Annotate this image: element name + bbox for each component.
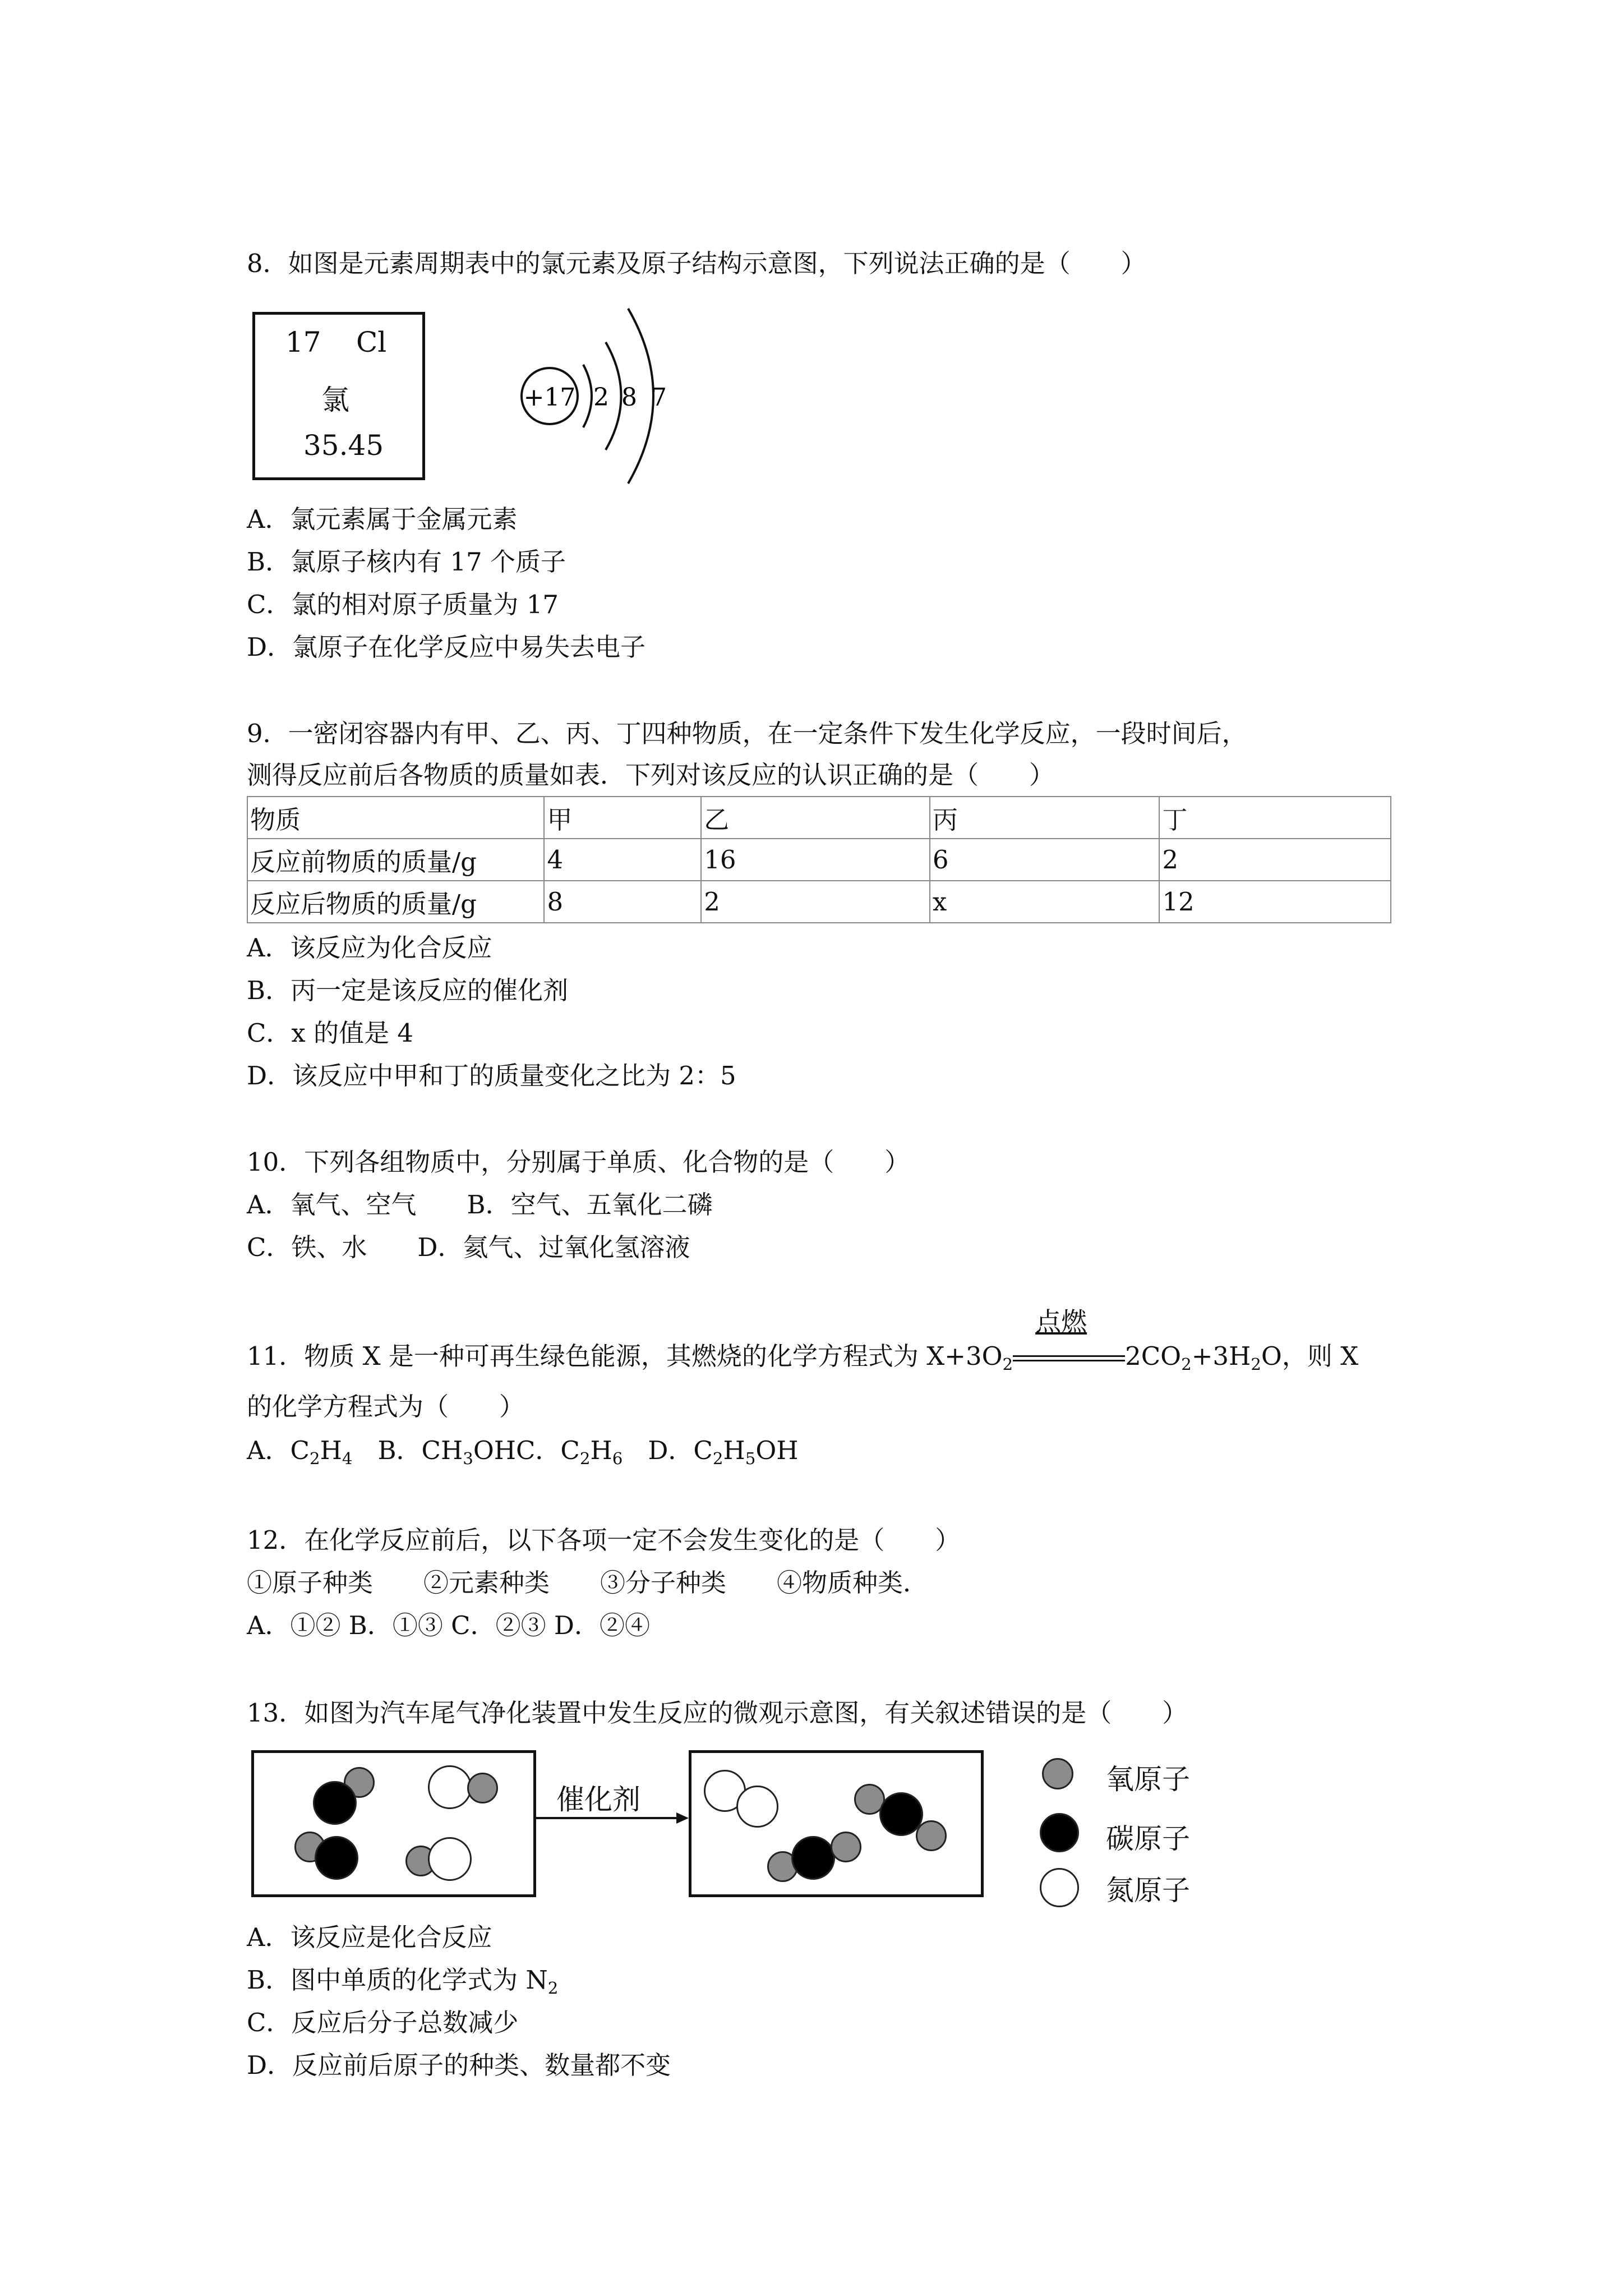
option-d-text: OH: [755, 1435, 799, 1465]
oxygen-atom: [831, 1832, 861, 1862]
table-cell: 乙: [701, 797, 930, 839]
table-cell: 反应前物质的质量/g: [247, 839, 544, 881]
oxygen-atom: [467, 1773, 498, 1803]
q9-option-d: D．该反应中甲和丁的质量变化之比为 2：5: [247, 1061, 736, 1091]
oxygen-atom: [916, 1820, 947, 1851]
table-row: [247, 839, 1391, 881]
table-row: [247, 881, 1391, 923]
q13-stem: 13．如图为汽车尾气净化装置中发生反应的微观示意图，有关叙述错误的是（ ）: [247, 1698, 1188, 1728]
subscript: 2: [1251, 1354, 1261, 1374]
table-cell: 甲: [544, 797, 701, 839]
carbon-atom: [313, 1781, 357, 1825]
atomic-mass: 35.45: [303, 429, 384, 462]
table-cell: 12: [1159, 881, 1391, 923]
q8-stem: 8．如图是元素周期表中的氯元素及原子结构示意图，下列说法正确的是（ ）: [247, 249, 1146, 278]
subscript: 2: [1181, 1354, 1192, 1374]
q13-option-d: D．反应前后原子的种类、数量都不变: [247, 2050, 671, 2080]
option-d-text: D．C: [623, 1435, 713, 1465]
q10-stem: 10．下列各组物质中，分别属于单质、化合物的是（ ）: [247, 1147, 910, 1177]
shell-arc-1: [583, 365, 592, 427]
q13-option-a: A．该反应是化合反应: [247, 1922, 492, 1952]
q13-option-c: C．反应后分子总数减少: [247, 2008, 519, 2037]
legend-nitrogen-icon: [1040, 1868, 1079, 1907]
q10-options-cd: C．铁、水 D．氦气、过氧化氢溶液: [247, 1232, 690, 1262]
equals-line-top: [1013, 1355, 1125, 1357]
option-c-text: C．C: [515, 1435, 580, 1465]
subscript: 4: [342, 1448, 353, 1468]
subscript: 2: [712, 1448, 723, 1468]
after-reaction-box: [689, 1750, 984, 1897]
q8-option-b: B．氯原子核内有 17 个质子: [247, 547, 566, 577]
equation-product-co2: 2CO: [1125, 1341, 1182, 1371]
reaction-condition: [1013, 1306, 1125, 1373]
q12-stem: 12．在化学反应前后，以下各项一定不会发生变化的是（ ）: [247, 1525, 961, 1555]
equation-product-h2o: +3H: [1191, 1341, 1251, 1371]
before-reaction-box: [251, 1750, 536, 1897]
q9-option-a: A．该反应为化合反应: [247, 933, 492, 963]
equation-tail: O，则 X: [1261, 1341, 1359, 1371]
equals-line-bottom: [1013, 1360, 1125, 1361]
atom-structure-diagram: [505, 292, 707, 494]
q12-items: ①原子种类 ②元素种类 ③分子种类 ④物质种类．: [247, 1568, 929, 1598]
subscript: 6: [612, 1448, 623, 1468]
subscript: 3: [463, 1448, 473, 1468]
nucleus-charge: +17: [523, 383, 576, 412]
option-d-text: H: [723, 1435, 745, 1465]
q12-options: A．①② B．①③ C．②③ D．②④: [247, 1611, 650, 1640]
q8-option-c: C．氯的相对原子质量为 17: [247, 590, 559, 619]
table-cell: 4: [544, 839, 701, 881]
q10-options-ab: A．氧气、空气 B．空气、五氧化二磷: [247, 1190, 713, 1220]
subscript: 5: [745, 1448, 756, 1468]
q9-stem-line2: 测得反应前后各物质的质量如表．下列对该反应的认识正确的是（ ）: [247, 760, 1055, 790]
legend-oxygen-icon: [1042, 1758, 1073, 1789]
q9-stem-line1: 9．一密闭容器内有甲、乙、丙、丁四种物质，在一定条件下发生化学反应，一段时间后，: [247, 719, 1247, 748]
table-cell: x: [930, 881, 1160, 923]
table-cell: 丁: [1159, 797, 1391, 839]
subscript: 2: [309, 1448, 320, 1468]
option-a-text: H: [320, 1435, 342, 1465]
q8-option-a: A．氯元素属于金属元素: [247, 504, 518, 534]
option-b-text: B．CH: [352, 1435, 463, 1465]
legend-oxygen-label: 氧原子: [1106, 1763, 1190, 1796]
q9-mass-table: [247, 796, 1391, 923]
q8-option-d: D．氯原子在化学反应中易失去电子: [247, 632, 646, 662]
nitrogen-atom: [428, 1837, 472, 1881]
q9-option-b: B．丙一定是该反应的催化剂: [247, 976, 569, 1005]
option-b-text: B．图中单质的化学式为 N: [247, 1965, 548, 1995]
legend-nitrogen-label: 氮原子: [1106, 1874, 1190, 1907]
subscript: 2: [1002, 1354, 1013, 1374]
q13-option-b: [247, 1963, 558, 1997]
subscript: 2: [547, 1978, 559, 1998]
table-header-row: [247, 797, 1391, 839]
q11-stem-line1: [247, 1306, 1359, 1374]
q11-options: [247, 1434, 798, 1467]
option-c-text: H: [590, 1435, 612, 1465]
chlorine-element-card: [252, 312, 425, 480]
table-cell: 6: [930, 839, 1160, 881]
table-cell: 物质: [247, 797, 544, 839]
atomic-number: 17: [285, 326, 321, 358]
condition-label: 点燃: [1035, 1306, 1087, 1337]
table-cell: 2: [701, 881, 930, 923]
q9-option-c: C．x 的值是 4: [247, 1018, 414, 1048]
nitrogen-atom: [736, 1786, 778, 1828]
option-a-text: A．C: [247, 1435, 310, 1465]
table-cell: 反应后物质的质量/g: [247, 881, 544, 923]
table-cell: 2: [1159, 839, 1391, 881]
table-cell: 8: [544, 881, 701, 923]
shell-electrons-2: 8: [621, 383, 637, 412]
legend-carbon-label: 碳原子: [1106, 1823, 1190, 1855]
option-b-text: OH: [473, 1435, 516, 1465]
subscript: 2: [579, 1448, 591, 1468]
table-cell: 16: [701, 839, 930, 881]
element-symbol: Cl: [356, 326, 387, 358]
legend-carbon-icon: [1040, 1813, 1079, 1852]
element-name: 氯: [321, 384, 349, 416]
shell-electrons-3: 7: [651, 383, 667, 412]
shell-electrons-1: 2: [593, 383, 609, 412]
reaction-arrow-icon: [536, 1810, 689, 1826]
table-cell: 丙: [930, 797, 1160, 839]
q11-stem-line2: 的化学方程式为（ ）: [247, 1392, 525, 1421]
catalyst-label: 催化剂: [556, 1783, 640, 1816]
carbon-atom: [791, 1836, 835, 1880]
nitrogen-atom: [428, 1765, 472, 1809]
carbon-atom: [315, 1836, 358, 1880]
equation-reactants: 11．物质 X 是一种可再生绿色能源，其燃烧的化学方程式为 X+3O: [247, 1341, 1003, 1371]
